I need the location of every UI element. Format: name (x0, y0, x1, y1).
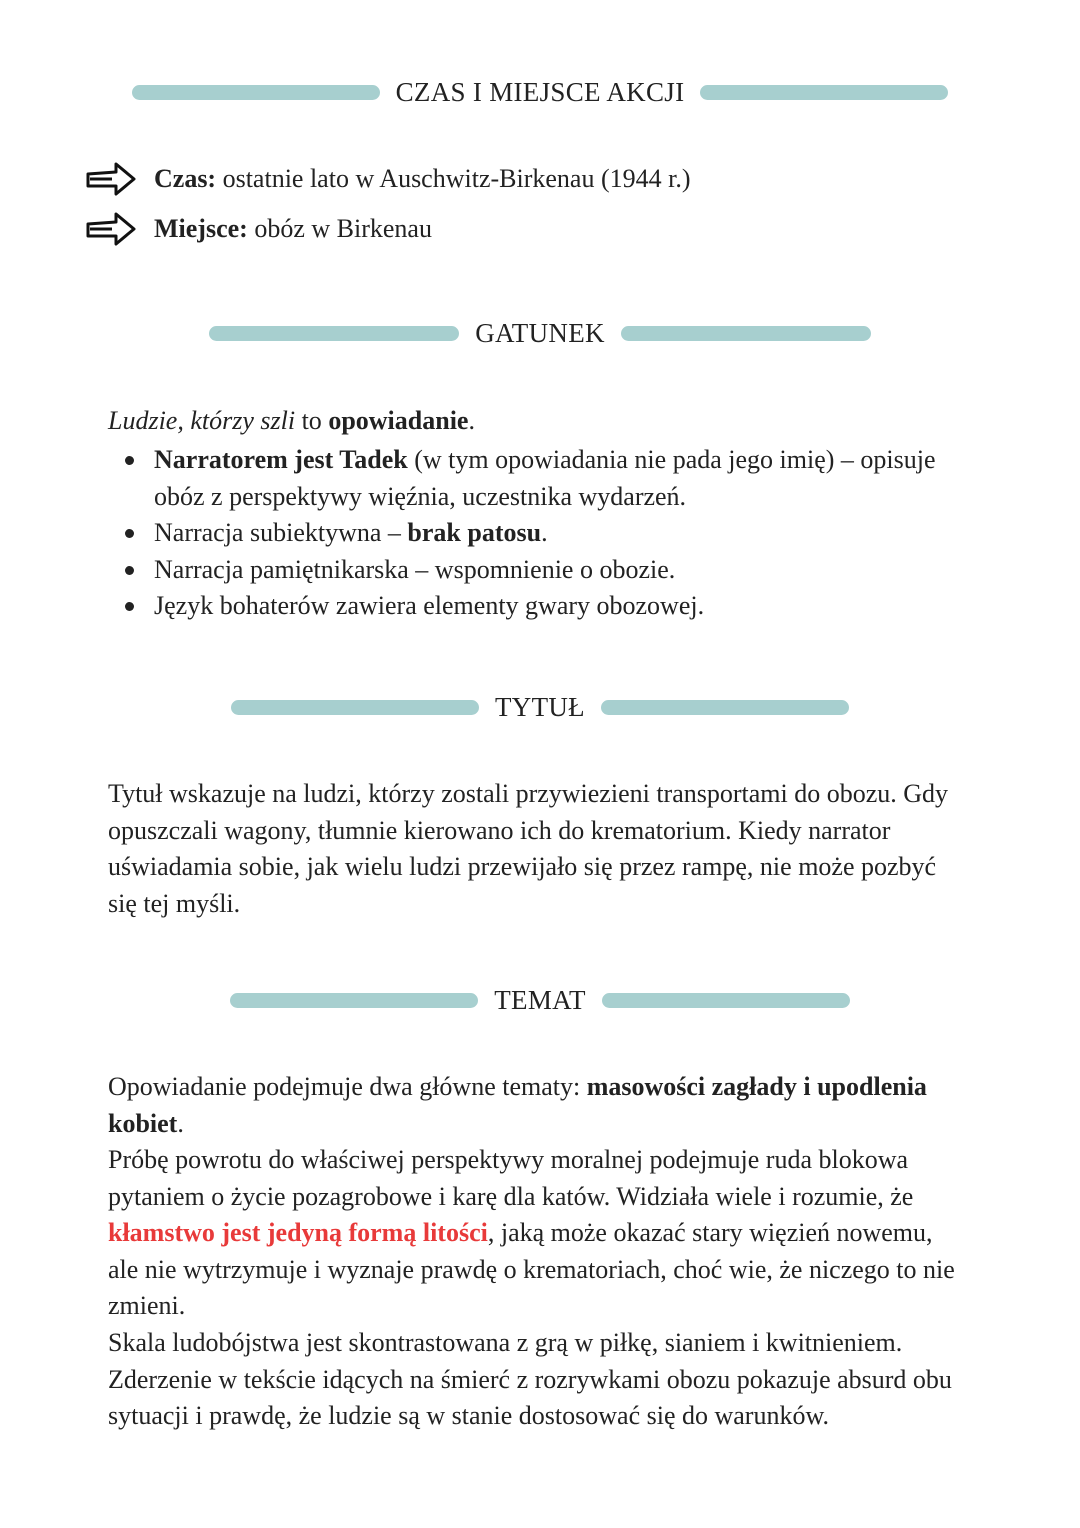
decorative-stroke-left (231, 700, 479, 715)
czas-value: ostatnie lato w Auschwitz-Birkenau (1944 r.) (216, 164, 691, 193)
decorative-stroke-right (602, 993, 850, 1008)
section-heading-czas (0, 77, 1080, 108)
temat-paragraph-3: Skala ludobójstwa jest skontrastowana z grą w piłkę, sianiem i kwitnieniem. Zderzenie w tekście idących na śmierć z rozrywkami obozu pokazuje absurd obu sytuacji i prawdę, że ludzie są w stanie dostosować się do warunków. (108, 1328, 952, 1430)
miejsce-value: obóz w Birkenau (247, 214, 432, 243)
decorative-stroke-right (700, 85, 948, 100)
arrow-right-icon (86, 212, 136, 246)
gatunek-intro: Ludzie, którzy szli to opowiadanie. (108, 406, 475, 435)
highlight-red-text: kłamstwo jest jedyną formą litości (108, 1218, 488, 1247)
gatunek-bullet-list (108, 442, 968, 625)
section-heading-gatunek (0, 318, 1080, 349)
list-item: Narracja pamiętnikarska – wspomnienie o obozie. (108, 552, 968, 589)
section-heading-tytul (0, 692, 1080, 723)
miejsce-item (86, 212, 432, 246)
decorative-stroke-left (209, 326, 459, 341)
czas-label: Czas: (154, 164, 217, 193)
list-item: Język bohaterów zawiera elementy gwary obozowej. (108, 588, 968, 625)
heading-czas-text: CZAS I MIEJSCE AKCJI (395, 77, 685, 107)
czas-item (86, 162, 691, 196)
genre-bold: opowiadanie (328, 406, 469, 435)
heading-tytul-text: TYTUŁ (495, 692, 585, 722)
section-heading-temat (0, 985, 1080, 1016)
decorative-stroke-right (601, 700, 849, 715)
decorative-stroke-left (230, 993, 478, 1008)
list-item: Narratorem jest Tadek (w tym opowiadania nie pada jego imię) – opisuje obóz z perspektywy więźnia, uczestnika wydarzeń. (108, 442, 968, 515)
heading-gatunek-text: GATUNEK (475, 318, 605, 348)
arrow-right-icon (86, 162, 136, 196)
temat-paragraph-2: Próbę powrotu do właściwej perspektywy moralnej podejmuje ruda blokowa pytaniem o życie pozagrobowe i karę dla katów. Widziała wiele i rozumie, że kłamstwo jest jedyną formą litości, jaką może okazać stary więzień nowemu, ale nie wytrzymuje i wyznaje prawdę o krematoriach, choć wie, że niczego to nie zmieni. (108, 1145, 955, 1320)
tytul-paragraph: Tytuł wskazuje na ludzi, którzy zostali przywiezieni transportami do obozu. Gdy opuszczali wagony, tłumnie kierowano ich do krematorium. Kiedy narrator uświadamia sobie, jak wielu ludzi przewijało się przez rampę, nie może pozbyć się tej myśli. (108, 779, 949, 918)
miejsce-label: Miejsce: (154, 214, 248, 243)
temat-paragraph-1: Opowiadanie podejmuje dwa główne tematy: masowości zagłady i upodlenia kobiet. (108, 1072, 927, 1138)
heading-temat-text: TEMAT (494, 985, 586, 1015)
decorative-stroke-right (621, 326, 871, 341)
list-item: Narracja subiektywna – brak patosu. (108, 515, 968, 552)
decorative-stroke-left (132, 85, 380, 100)
title-italic: Ludzie, którzy szli (108, 406, 296, 435)
